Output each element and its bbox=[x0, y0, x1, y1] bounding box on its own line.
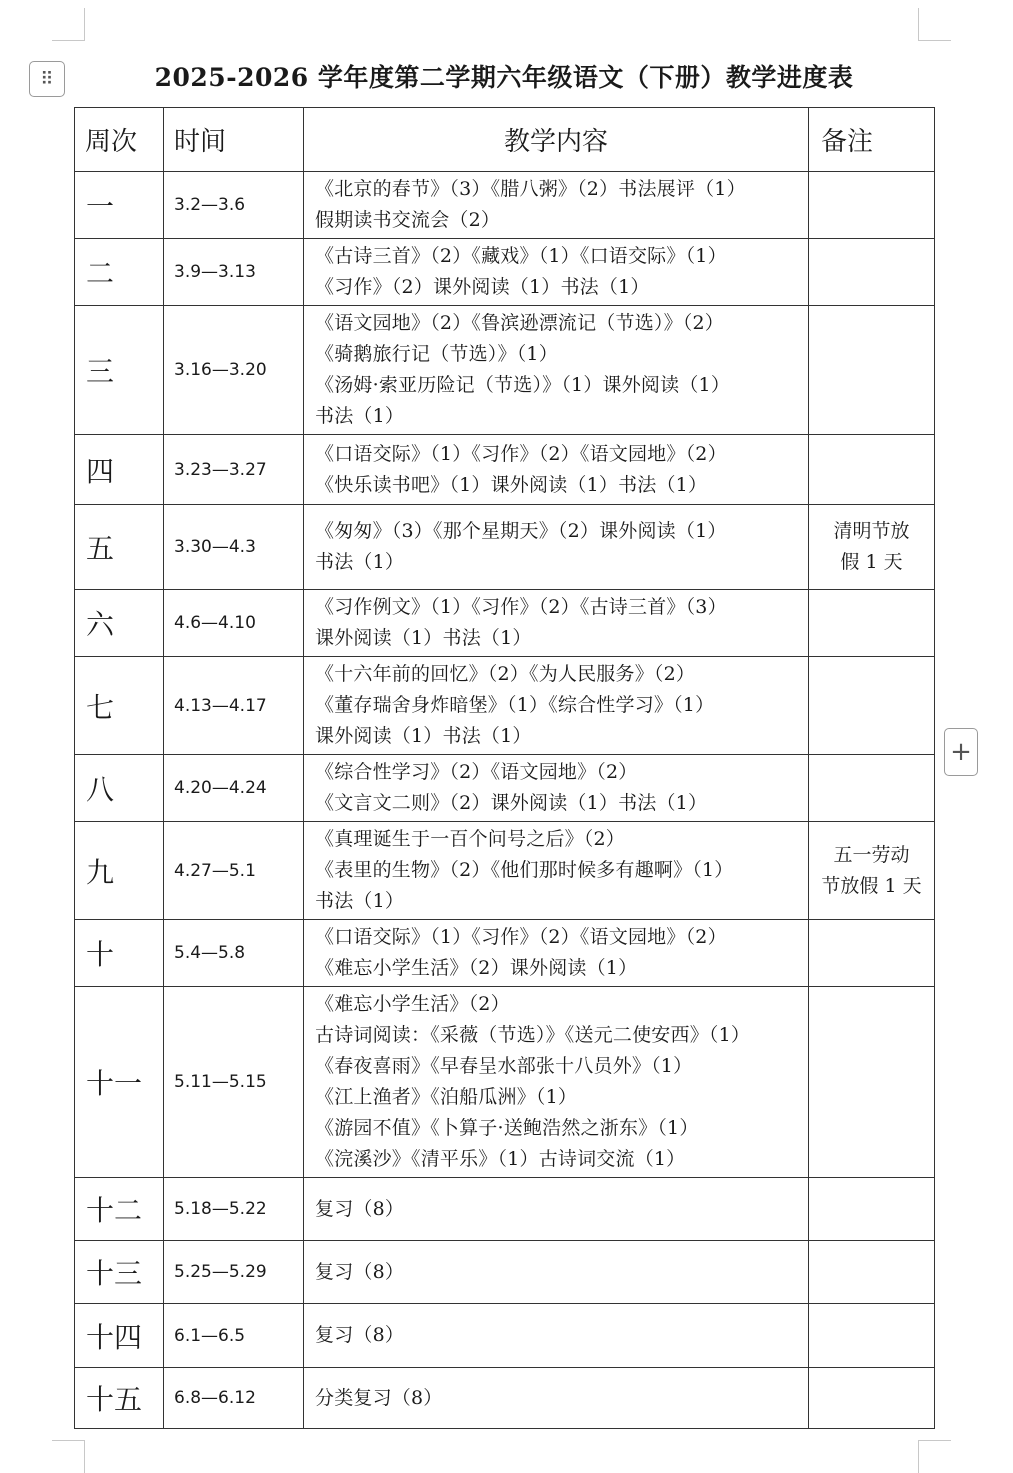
header-note: 备注 bbox=[809, 108, 935, 172]
week-cell: 一 bbox=[75, 172, 164, 239]
note-cell bbox=[809, 306, 935, 435]
table-row bbox=[75, 822, 935, 920]
week-cell: 十五 bbox=[75, 1368, 164, 1429]
table-row bbox=[75, 172, 935, 239]
week-cell: 三 bbox=[75, 306, 164, 435]
page-corner-mark bbox=[918, 1440, 951, 1473]
table-row bbox=[75, 920, 935, 987]
content-cell: 《语文园地》（2）《鲁滨逊漂流记（节选）》（2） 《骑鹅旅行记（节选）》（1） 《汤姆·索亚历险记（节选）》（1）课外阅读（1） 书法（1） bbox=[304, 306, 809, 435]
note-cell bbox=[809, 1241, 935, 1304]
note-cell: 清明节放 假 1 天 bbox=[809, 505, 935, 590]
table-row bbox=[75, 1368, 935, 1429]
week-cell: 八 bbox=[75, 755, 164, 822]
content-cell: 《古诗三首》（2）《藏戏》（1）《口语交际》（1） 《习作》（2）课外阅读（1）书法（1） bbox=[304, 239, 809, 306]
note-cell bbox=[809, 1178, 935, 1241]
table-header-row bbox=[75, 108, 935, 172]
content-cell: 《北京的春节》（3）《腊八粥》（2）书法展评（1） 假期读书交流会（2） bbox=[304, 172, 809, 239]
week-cell: 五 bbox=[75, 505, 164, 590]
content-cell: 分类复习（8） bbox=[304, 1368, 809, 1429]
time-cell: 3.9—3.13 bbox=[164, 239, 304, 306]
content-cell: 《口语交际》（1）《习作》（2）《语文园地》（2） 《快乐读书吧》（1）课外阅读（1）书法（1） bbox=[304, 435, 809, 505]
week-cell: 七 bbox=[75, 657, 164, 755]
document-title: 2025-2026 学年度第二学期六年级语文（下册）教学进度表 bbox=[154, 63, 854, 92]
time-cell: 4.13—4.17 bbox=[164, 657, 304, 755]
page-corner-mark bbox=[52, 8, 85, 41]
week-cell: 十 bbox=[75, 920, 164, 987]
note-cell bbox=[809, 435, 935, 505]
header-time: 时间 bbox=[164, 108, 304, 172]
table-row bbox=[75, 1241, 935, 1304]
note-cell bbox=[809, 657, 935, 755]
time-cell: 4.20—4.24 bbox=[164, 755, 304, 822]
time-cell: 3.30—4.3 bbox=[164, 505, 304, 590]
note-cell bbox=[809, 1368, 935, 1429]
time-cell: 5.25—5.29 bbox=[164, 1241, 304, 1304]
week-cell: 十三 bbox=[75, 1241, 164, 1304]
note-cell bbox=[809, 239, 935, 306]
table-row bbox=[75, 306, 935, 435]
table-row bbox=[75, 590, 935, 657]
table-row bbox=[75, 1304, 935, 1368]
content-cell: 复习（8） bbox=[304, 1178, 809, 1241]
week-cell: 十二 bbox=[75, 1178, 164, 1241]
content-cell: 《难忘小学生活》（2） 古诗词阅读：《采薇（节选）》《送元二使安西》（1） 《春夜喜雨》《早春呈水部张十八员外》（1） 《江上渔者》《泊船瓜洲》（1） 《游园不值》《卜算子·送鲍浩然之浙东》（1） 《浣溪沙》《清平乐》（1）古诗词交流（1） bbox=[304, 987, 809, 1178]
note-cell bbox=[809, 1304, 935, 1368]
time-cell: 3.23—3.27 bbox=[164, 435, 304, 505]
note-cell bbox=[809, 755, 935, 822]
table-row bbox=[75, 239, 935, 306]
table-move-handle-icon[interactable]: ⠿ bbox=[29, 61, 65, 97]
table-row bbox=[75, 505, 935, 590]
content-cell: 《综合性学习》（2）《语文园地》（2） 《文言文二则》（2）课外阅读（1）书法（1） bbox=[304, 755, 809, 822]
content-cell: 《口语交际》（1）《习作》（2）《语文园地》（2） 《难忘小学生活》（2）课外阅读（1） bbox=[304, 920, 809, 987]
content-cell: 复习（8） bbox=[304, 1304, 809, 1368]
note-cell: 五一劳动 节放假 1 天 bbox=[809, 822, 935, 920]
week-cell: 六 bbox=[75, 590, 164, 657]
schedule-table bbox=[74, 107, 935, 1429]
table-row bbox=[75, 435, 935, 505]
content-cell: 《匆匆》（3）《那个星期天》（2）课外阅读（1） 书法（1） bbox=[304, 505, 809, 590]
table-row bbox=[75, 755, 935, 822]
table-row bbox=[75, 1178, 935, 1241]
week-cell: 十一 bbox=[75, 987, 164, 1178]
header-week: 周次 bbox=[75, 108, 164, 172]
table-row bbox=[75, 987, 935, 1178]
content-cell: 复习（8） bbox=[304, 1241, 809, 1304]
time-cell: 5.11—5.15 bbox=[164, 987, 304, 1178]
week-cell: 二 bbox=[75, 239, 164, 306]
add-row-plus-icon[interactable]: + bbox=[944, 728, 978, 776]
note-cell bbox=[809, 920, 935, 987]
time-cell: 3.2—3.6 bbox=[164, 172, 304, 239]
page-corner-mark bbox=[52, 1440, 85, 1473]
week-cell: 九 bbox=[75, 822, 164, 920]
note-cell bbox=[809, 590, 935, 657]
content-cell: 《习作例文》（1）《习作》（2）《古诗三首》（3） 课外阅读（1）书法（1） bbox=[304, 590, 809, 657]
note-cell bbox=[809, 987, 935, 1178]
content-cell: 《真理诞生于一百个问号之后》（2） 《表里的生物》（2）《他们那时候多有趣啊》（1） 书法（1） bbox=[304, 822, 809, 920]
week-cell: 四 bbox=[75, 435, 164, 505]
time-cell: 3.16—3.20 bbox=[164, 306, 304, 435]
week-cell: 十四 bbox=[75, 1304, 164, 1368]
time-cell: 4.6—4.10 bbox=[164, 590, 304, 657]
time-cell: 5.18—5.22 bbox=[164, 1178, 304, 1241]
header-content: 教学内容 bbox=[304, 108, 809, 172]
time-cell: 4.27—5.1 bbox=[164, 822, 304, 920]
time-cell: 6.1—6.5 bbox=[164, 1304, 304, 1368]
page-corner-mark bbox=[918, 8, 951, 41]
note-cell bbox=[809, 172, 935, 239]
table-row bbox=[75, 657, 935, 755]
time-cell: 6.8—6.12 bbox=[164, 1368, 304, 1429]
time-cell: 5.4—5.8 bbox=[164, 920, 304, 987]
content-cell: 《十六年前的回忆》（2）《为人民服务》（2） 《董存瑞舍身炸暗堡》（1）《综合性学习》（1） 课外阅读（1）书法（1） bbox=[304, 657, 809, 755]
